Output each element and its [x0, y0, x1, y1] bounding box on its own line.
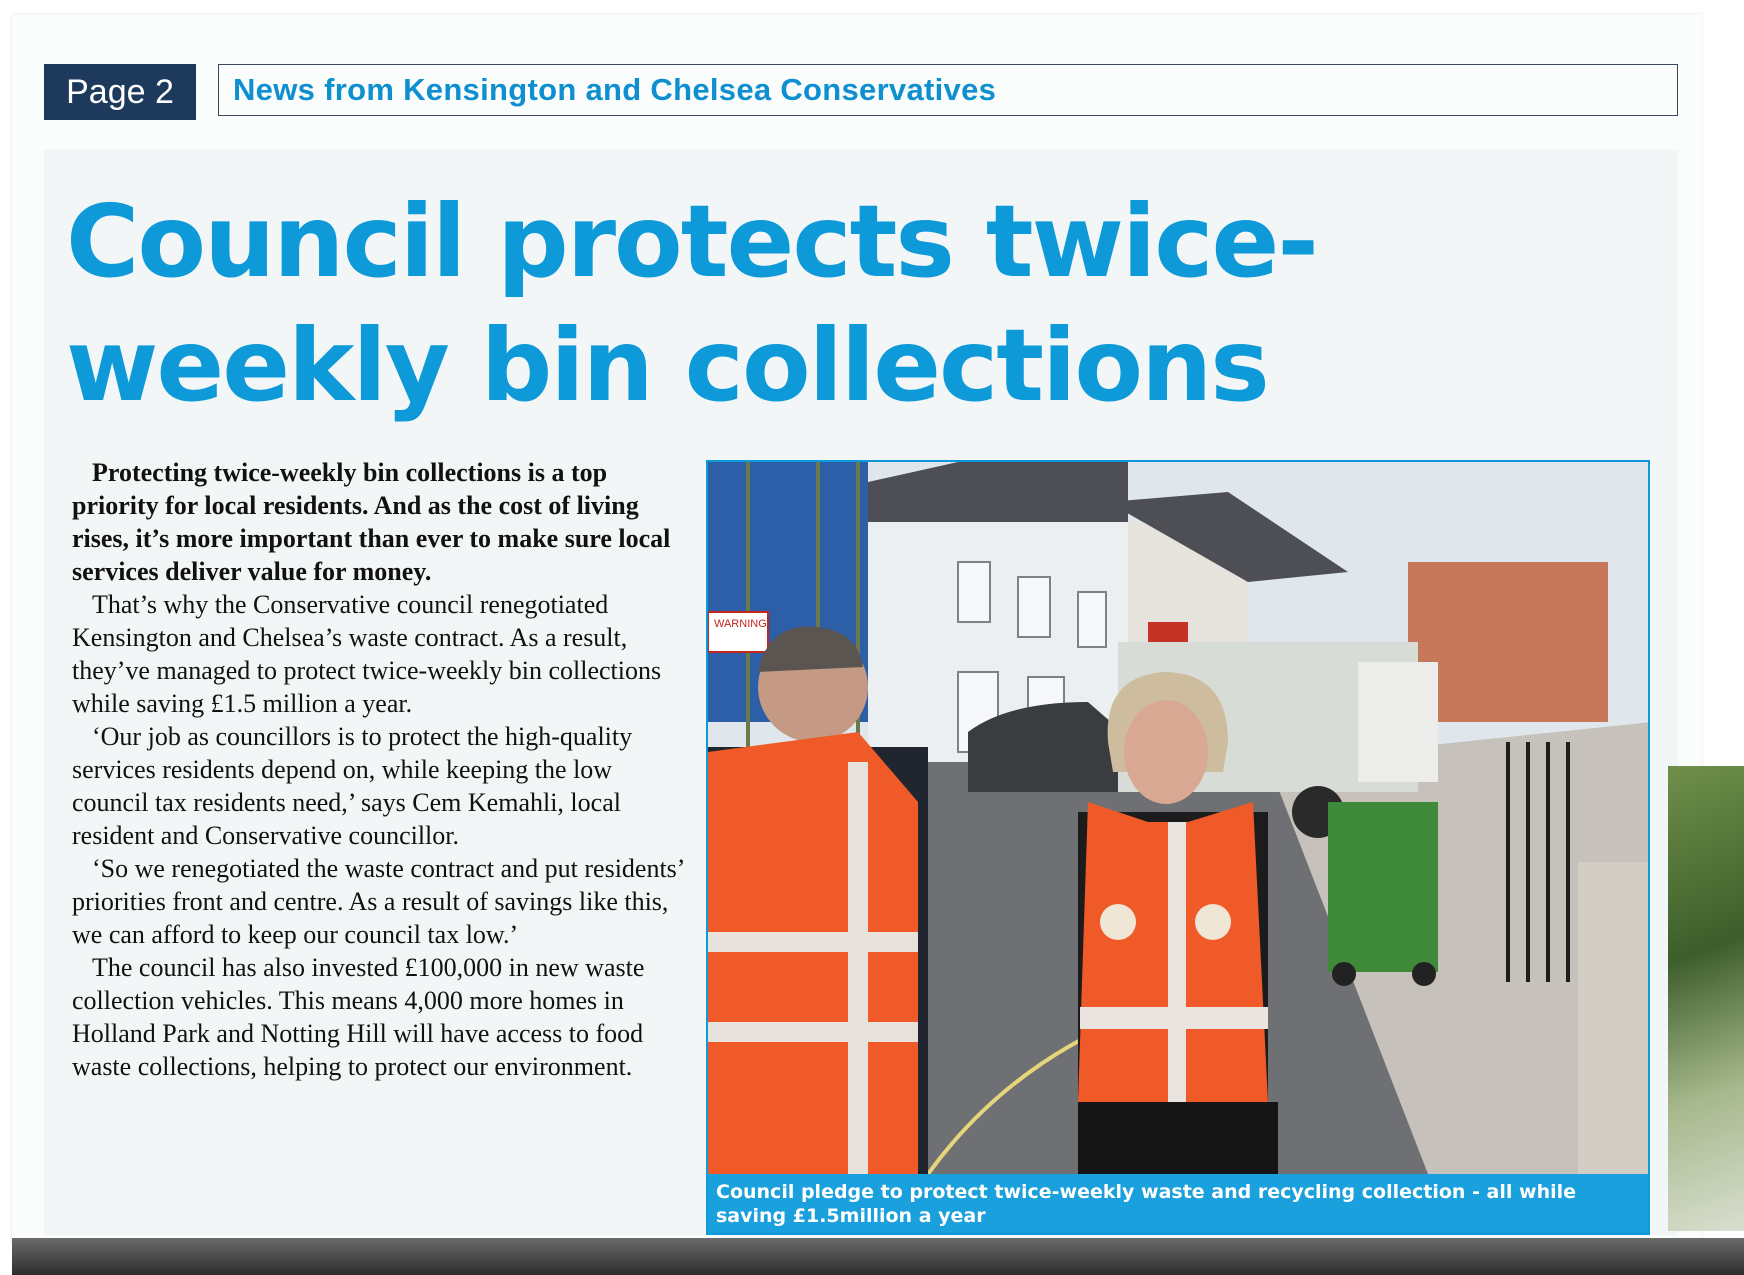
article-lead: Protecting twice-weekly bin collections is a top priority for local residents. And as the cost of living rises, it’s more important than ever to make sure local services deliver value for money. [72, 458, 671, 586]
adjacent-page-photo [1668, 766, 1744, 1231]
article-paragraph: The council has also invested £100,000 in new waste collection vehicles. This means 4,000 more homes in Holland Park and Notting Hill will have access to food waste collections, helping to protect our environment. [72, 953, 645, 1081]
publication-header [218, 64, 1678, 116]
article-paragraph: That’s why the Conservative council renegotiated Kensington and Chelsea’s waste contract. As a result, they’ve managed to protect twice-weekly bin collections while saving £1.5 million a year. [72, 590, 662, 718]
scanner-edge [12, 1238, 1744, 1275]
article-headline: Council protects twice-weekly bin collections [66, 183, 1317, 424]
article-paragraph: ‘Our job as councillors is to protect the high-quality services residents depend on, while keeping the low council tax residents need,’ says Cem Kemahli, local resident and Conservative councillor. [72, 722, 633, 850]
page-number-label: Page 2 [44, 64, 196, 120]
street-scene-illustration [708, 462, 1650, 1174]
warning-sign-text: WARNING [714, 618, 767, 630]
photo-caption: Council pledge to protect twice-weekly waste and recycling collection - all while saving £1.5million a year [708, 1174, 1648, 1235]
wheelie-bin [1328, 802, 1438, 972]
article-body [72, 456, 684, 1083]
publication-title: News from Kensington and Chelsea Conservatives [233, 72, 997, 107]
article-photo [706, 460, 1650, 1235]
article-paragraph: ‘So we renegotiated the waste contract and put residents’ priorities front and centre. As a result of savings like this, we can afford to keep our council tax low.’ [72, 854, 684, 949]
